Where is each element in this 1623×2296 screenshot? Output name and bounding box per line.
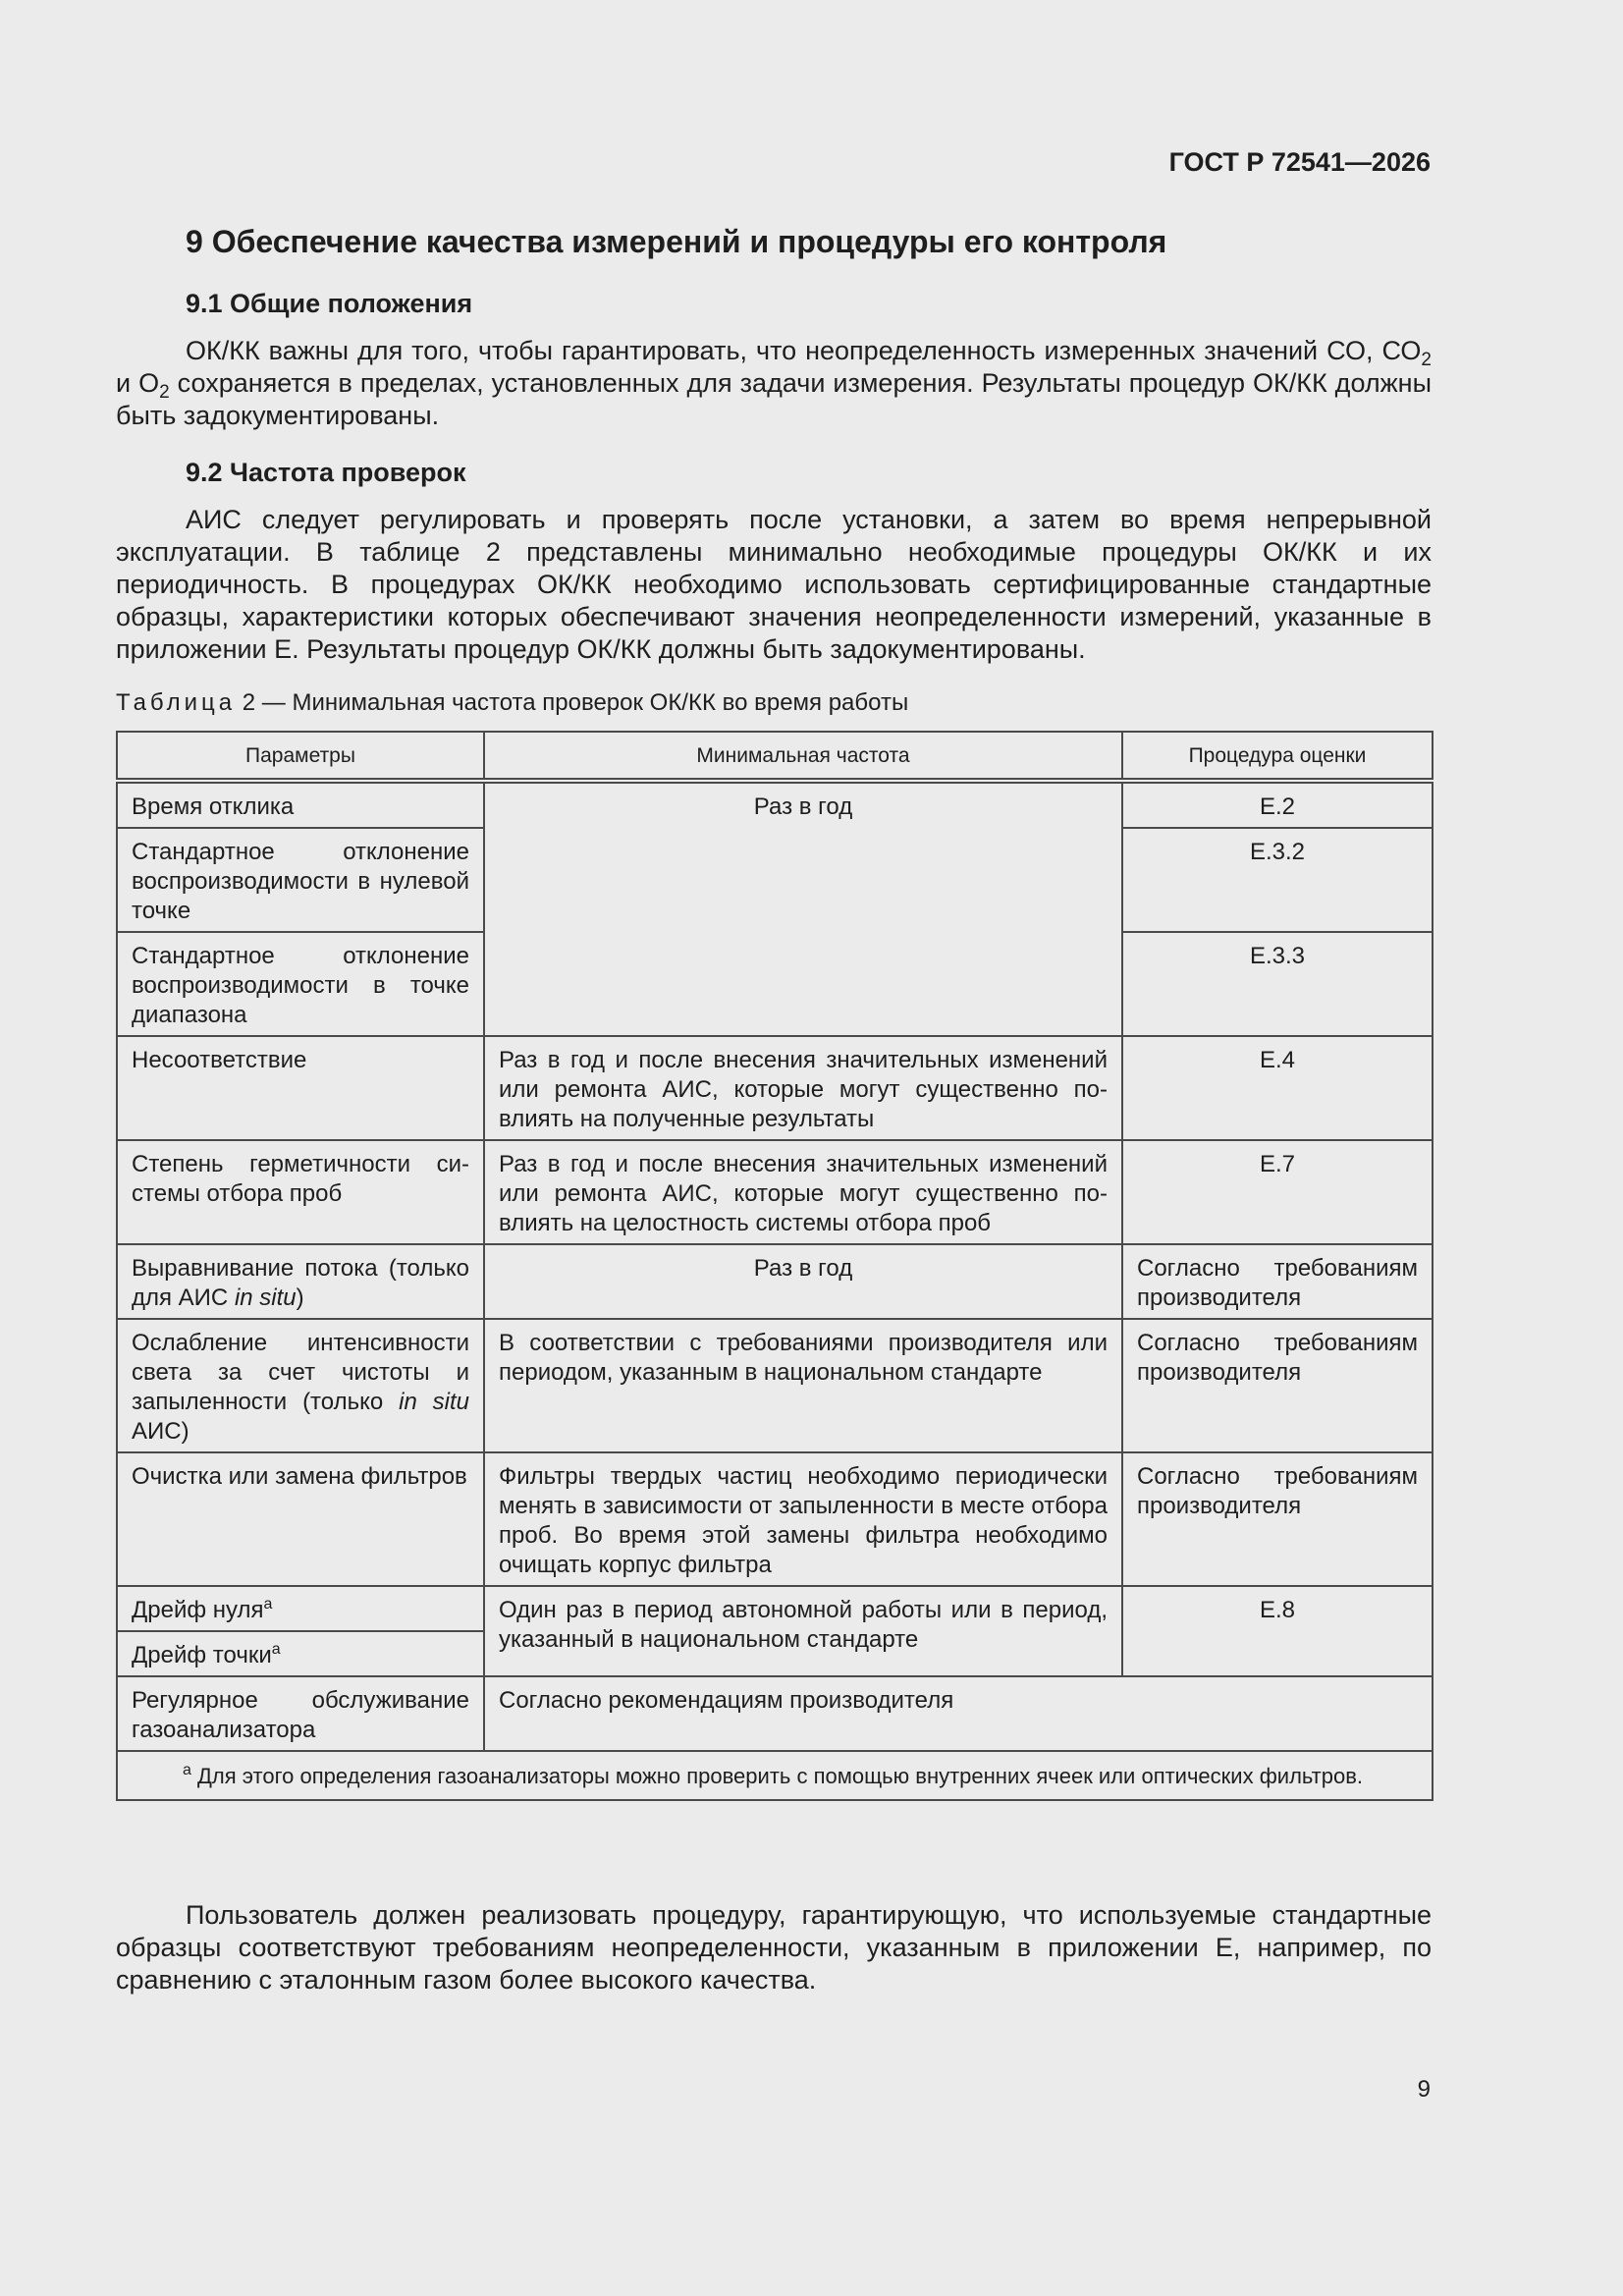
proc-cell: Согласно требованиям производителя bbox=[1122, 1319, 1433, 1452]
footnote-mark: а bbox=[183, 1762, 191, 1778]
table-footnote bbox=[117, 1751, 1433, 1800]
proc-cell: Согласно требованиям производителя bbox=[1122, 1452, 1433, 1586]
param-cell: Регулярное обслуживание газоанализатора bbox=[117, 1676, 484, 1751]
footnote-text: Для этого определения газоанализаторы можно проверить с помощью внутренних ячеек или оптических фильтров. bbox=[190, 1764, 1364, 1788]
param-text: ) bbox=[296, 1285, 304, 1311]
document-code: ГОСТ Р 72541—2026 bbox=[1168, 147, 1431, 177]
param-cell: Стандартное отклонение воспроизводимости в точке диапазона bbox=[117, 932, 484, 1036]
header-min-frequency: Минимальная частота bbox=[484, 732, 1122, 781]
paragraph-9-1-o2: и О bbox=[116, 368, 160, 398]
table-row bbox=[117, 1319, 1433, 1452]
proc-cell: Е.3.3 bbox=[1122, 932, 1433, 1036]
subsection-title-9-2: 9.2 Частота проверок bbox=[186, 458, 466, 487]
param-text: Дрейф нуля bbox=[132, 1597, 264, 1623]
freq-cell: Раз в год bbox=[484, 781, 1122, 1036]
proc-cell: Согласно требованиям производителя bbox=[1122, 1244, 1433, 1319]
freq-cell: В соответствии с требованиями производителя или периодом, указанным в национальном стандарте bbox=[484, 1319, 1122, 1452]
table-header-row bbox=[117, 732, 1433, 781]
closing-text: Пользователь должен реализовать процедуру, гарантирующую, что используемые стандартные образцы соответствуют требованиям неопределенности, указанным в приложении Е, например, по сравнению с эталонным газом более высокого качества. bbox=[116, 1900, 1432, 1995]
paragraph-9-1-rest: сохраняется в пределах, установленных для задачи измерения. Результаты процедур ОК/КК должны быть задокументированы. bbox=[116, 368, 1432, 430]
header-parameters: Параметры bbox=[117, 732, 484, 781]
proc-cell: Е.7 bbox=[1122, 1140, 1433, 1244]
param-cell: Несоответствие bbox=[117, 1036, 484, 1140]
table-row bbox=[117, 1036, 1433, 1140]
proc-cell: Е.8 bbox=[1122, 1586, 1433, 1676]
footnote-mark: а bbox=[271, 1641, 281, 1658]
subscript-2: 2 bbox=[159, 382, 170, 403]
param-cell: Стандартное отклонение воспроизводимости в нулевой точке bbox=[117, 828, 484, 932]
header-evaluation-procedure: Процедура оценки bbox=[1122, 732, 1433, 781]
paragraph-9-1 bbox=[116, 335, 1432, 432]
proc-cell: Е.4 bbox=[1122, 1036, 1433, 1140]
qc-frequency-table bbox=[116, 731, 1434, 1801]
table-row bbox=[117, 1244, 1433, 1319]
param-text: Выравнивание потока (только для АИС bbox=[132, 1255, 469, 1311]
subscript-2: 2 bbox=[1421, 350, 1432, 370]
proc-cell: Е.3.2 bbox=[1122, 828, 1433, 932]
param-cell: Время отклика bbox=[117, 781, 484, 828]
param-italic: in situ bbox=[234, 1285, 297, 1311]
param-cell bbox=[117, 1586, 484, 1631]
table-caption-label: Таблица bbox=[116, 689, 237, 716]
table-row bbox=[117, 1140, 1433, 1244]
table-row bbox=[117, 781, 1433, 828]
footnote-mark: а bbox=[263, 1596, 273, 1613]
table-caption-text: 2 — Минимальная частота проверок ОК/КК во время работы bbox=[236, 689, 909, 716]
param-cell bbox=[117, 1631, 484, 1676]
section-title: 9 Обеспечение качества измерений и процедуры его контроля bbox=[186, 224, 1167, 259]
table-row bbox=[117, 1676, 1433, 1751]
page-number: 9 bbox=[1417, 2076, 1431, 2103]
table-row bbox=[117, 1452, 1433, 1586]
param-text: Ослабление интенсивности света за счет чистоты и запыленности (только bbox=[132, 1330, 469, 1415]
paragraph-9-2-text: АИС следует регулировать и проверять после установки, а затем во время непрерывной эксплуатации. В таблице 2 представлены минимально необходимые процедуры ОК/КК и их периодичность. В процедурах ОК/КК необходимо использовать сертифицированные стандартные образцы, характеристики которых обеспечивают значения неопределенности измерений, указанные в приложении Е. Результаты процедур ОК/КК должны быть задокументированы. bbox=[116, 505, 1432, 664]
freq-cell: Раз в год и после внесения значительных изменений или ремонта АИС, которые могут существенно повлиять на целостность системы отбора проб bbox=[484, 1140, 1122, 1244]
subsection-title-9-1: 9.1 Общие положения bbox=[186, 289, 473, 318]
param-cell bbox=[117, 1244, 484, 1319]
table-footnote-row bbox=[117, 1751, 1433, 1800]
param-cell: Очистка или замена фильтров bbox=[117, 1452, 484, 1586]
table-row bbox=[117, 1586, 1433, 1631]
freq-cell: Раз в год bbox=[484, 1244, 1122, 1319]
param-cell: Степень герметичности системы отбора проб bbox=[117, 1140, 484, 1244]
proc-cell: Е.2 bbox=[1122, 781, 1433, 828]
freq-cell: Один раз в период автономной работы или в период, указанный в национальном стандарте bbox=[484, 1586, 1122, 1676]
freq-cell: Фильтры твердых частиц необходимо периодически менять в зависимости от запыленности в месте отбора проб. Во время этой замены фильтра необходимо очищать корпус фильтра bbox=[484, 1452, 1122, 1586]
paragraph-9-1-line1: ОК/КК важны для того, чтобы гарантировать, что неопределенность измеренных значений СО, bbox=[186, 336, 1374, 365]
freq-cell: Согласно рекомендациям производителя bbox=[484, 1676, 1433, 1751]
paragraph-9-2 bbox=[116, 504, 1432, 666]
param-text: Дрейф точки bbox=[132, 1642, 272, 1668]
table-caption bbox=[116, 689, 908, 717]
closing-paragraph bbox=[116, 1899, 1432, 1996]
freq-cell: Раз в год и после внесения значительных изменений или ремонта АИС, которые могут существенно повлиять на полученные результаты bbox=[484, 1036, 1122, 1140]
param-italic: in situ bbox=[399, 1389, 470, 1415]
param-cell bbox=[117, 1319, 484, 1452]
param-text: АИС) bbox=[132, 1418, 189, 1445]
paragraph-9-1-co2: СО bbox=[1381, 336, 1422, 365]
